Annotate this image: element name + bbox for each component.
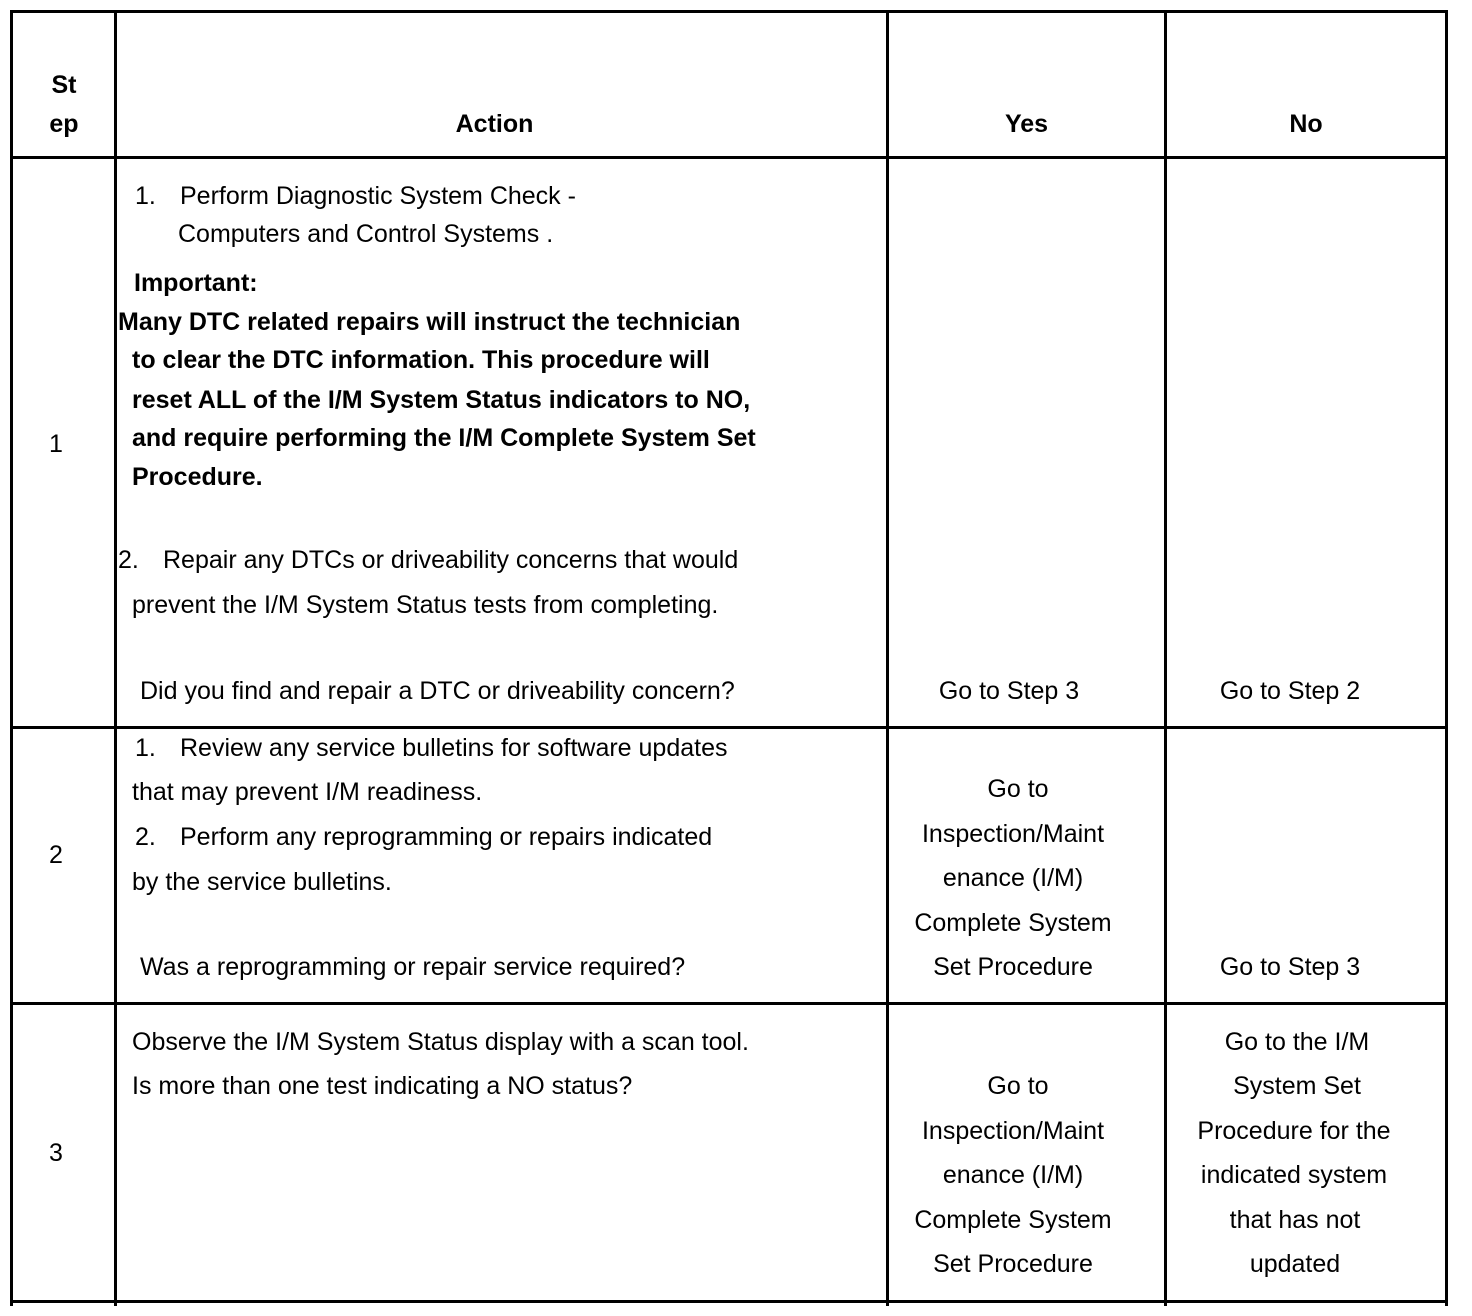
row-divider-1-2 (10, 726, 1448, 729)
row2-item1-line2: that may prevent I/M readiness. (132, 778, 483, 806)
table-border-left (10, 10, 13, 1306)
row3-yes-link[interactable]: Set Procedure (933, 1250, 1093, 1278)
row3-no-link[interactable]: that has not (1229, 1206, 1361, 1234)
row1-important-line: and require performing the I/M Complete System Set (132, 424, 756, 452)
row2-item1-line1: Review any service bulletins for software updates (180, 734, 728, 762)
row3-yes-link[interactable]: enance (I/M) (942, 1161, 1084, 1189)
row1-important-line: reset ALL of the I/M System Status indicators to NO, (132, 386, 751, 414)
row2-question: Was a reprogramming or repair service required? (140, 953, 686, 981)
row2-item1-number: 1. (135, 734, 156, 762)
header-step-line2: ep (49, 110, 79, 138)
row1-item1-line1: Perform Diagnostic System Check - (180, 182, 576, 210)
row2-yes-link[interactable]: Complete System (914, 909, 1112, 937)
row3-action-line2: Is more than one test indicating a NO status? (132, 1072, 633, 1100)
row3-no-link[interactable]: updated (1249, 1250, 1341, 1278)
row1-important-line: Many DTC related repairs will instruct the technician (118, 308, 741, 336)
row2-yes-link[interactable]: Set Procedure (933, 953, 1093, 981)
header-divider (10, 156, 1448, 159)
row3-action-line1: Observe the I/M System Status display with a scan tool. (132, 1028, 749, 1056)
row1-item1-number: 1. (135, 182, 156, 210)
row2-yes-link[interactable]: enance (I/M) (942, 864, 1084, 892)
row1-question: Did you find and repair a DTC or driveability concern? (140, 677, 735, 705)
header-action: Action (455, 110, 534, 138)
row2-no-link[interactable]: Go to Step 3 (1219, 953, 1361, 981)
table-border-bottom (10, 1300, 1448, 1303)
row-divider-2-3 (10, 1002, 1448, 1005)
column-divider-step-action (114, 10, 117, 1306)
header-yes: Yes (1004, 110, 1049, 138)
header-step-line1: St (51, 71, 77, 99)
row1-important-line: Procedure. (132, 463, 263, 491)
row3-yes-link[interactable]: Complete System (914, 1206, 1112, 1234)
row3-yes-link[interactable]: Go to (987, 1072, 1049, 1100)
table-border-top (10, 10, 1448, 13)
row3-no-link[interactable]: Procedure for the (1197, 1117, 1391, 1145)
row3-yes-link[interactable]: Inspection/Maint (921, 1117, 1105, 1145)
row2-yes-link[interactable]: Inspection/Maint (921, 820, 1105, 848)
row3-no-link[interactable]: Go to the I/M (1224, 1028, 1370, 1056)
column-divider-yes-no (1164, 10, 1167, 1306)
row3-no-link[interactable]: System Set (1233, 1072, 1361, 1100)
table-border-right (1445, 10, 1448, 1306)
row3-step: 3 (49, 1139, 63, 1167)
row1-item2-number: 2. (118, 546, 139, 574)
header-no: No (1289, 110, 1323, 138)
row3-no-link[interactable]: indicated system (1200, 1161, 1388, 1189)
row2-step: 2 (49, 841, 63, 869)
row1-yes-link[interactable]: Go to Step 3 (938, 677, 1080, 705)
row1-item2-line1: Repair any DTCs or driveability concerns that would (163, 546, 739, 574)
row2-item2-number: 2. (135, 823, 156, 851)
row2-yes-link[interactable]: Go to (987, 775, 1049, 803)
row1-no-link[interactable]: Go to Step 2 (1219, 677, 1361, 705)
row1-important-line: to clear the DTC information. This procedure will (132, 346, 710, 374)
row1-important-label: Important: (134, 269, 258, 297)
row1-step: 1 (49, 430, 63, 458)
column-divider-action-yes (886, 10, 889, 1306)
row1-item2-line2: prevent the I/M System Status tests from completing. (132, 591, 719, 619)
row2-item2-line2: by the service bulletins. (132, 868, 392, 896)
row2-item2-line1: Perform any reprogramming or repairs indicated (180, 823, 713, 851)
row1-item1-line2: Computers and Control Systems . (178, 220, 554, 248)
